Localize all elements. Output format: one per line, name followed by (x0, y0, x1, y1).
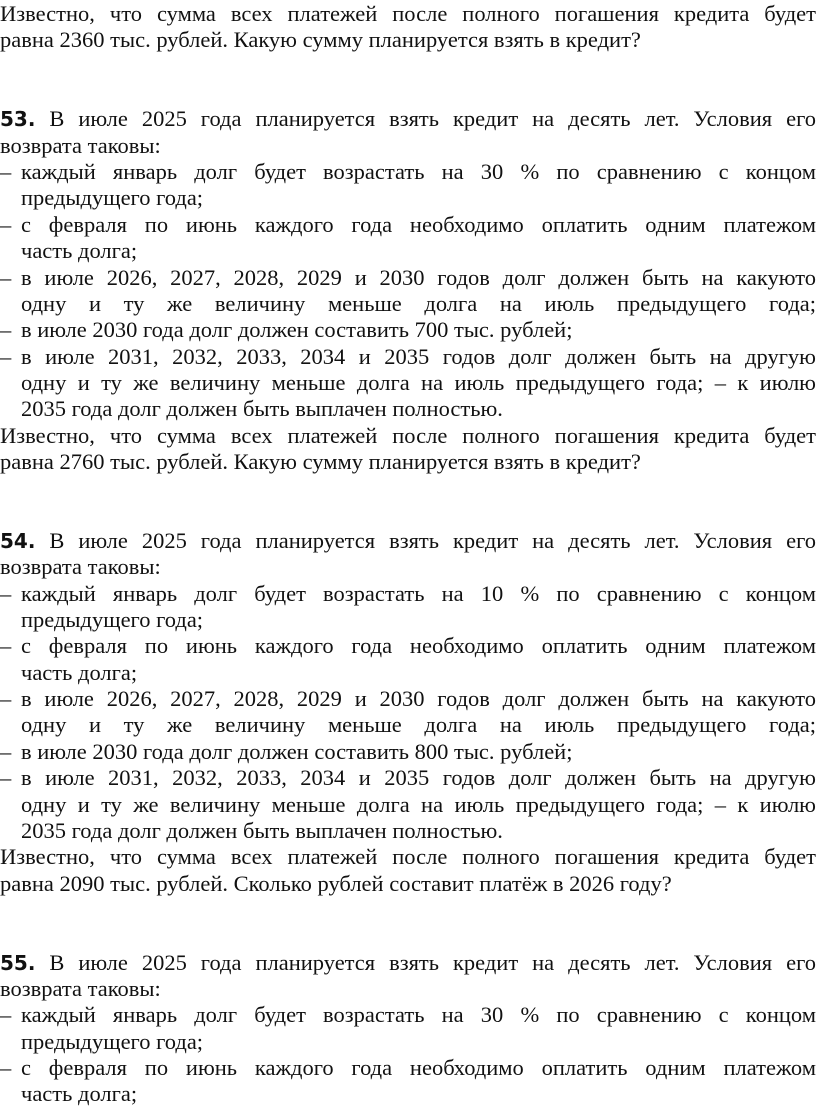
problem-number: 55. (0, 950, 36, 975)
condition-item: в июле 2031, 2032, 2033, 2034 и 2035 годов долг должен быть на другую (21, 343, 816, 369)
line-text: возврата таковы: (0, 132, 161, 158)
line-text: Известно, что сумма всех платежей после полного погашения кредита будет (0, 422, 816, 448)
problem-54-line (0, 554, 816, 580)
dash-bullet: – (0, 264, 12, 290)
problem-53-line (0, 265, 816, 291)
problem-53-line (0, 396, 816, 422)
line-text: возврата таковы: (0, 975, 161, 1001)
dash-bullet: – (0, 580, 12, 606)
line-text: равна 2090 тыс. рублей. Сколько рублей составит платёж в 2026 году? (0, 870, 672, 896)
problem-55-line (0, 1055, 816, 1081)
problem-54-line (0, 528, 816, 554)
line-text: возврата таковы: (0, 554, 161, 580)
intro-line (0, 1, 816, 27)
line-text: предыдущего года; (21, 607, 204, 633)
problem-54-line (0, 633, 816, 659)
line-text: предыдущего года; (21, 1028, 204, 1054)
line-text: предыдущего года; (21, 185, 204, 211)
dash-bullet: – (0, 159, 12, 185)
condition-item: каждый январь долг будет возрастать на 10 % по сравнению с концом (21, 580, 816, 606)
line-text: Известно, что сумма всех платежей после полного погашения кредита будет (0, 1, 816, 26)
problem-53-line (0, 449, 816, 475)
problem-55-line (0, 1029, 816, 1055)
condition-item: в июле 2026, 2027, 2028, 2029 и 2030 годов долг должен быть на какуюто (21, 264, 816, 290)
problem-55-line (0, 1002, 816, 1028)
condition-item: в июле 2030 года долг должен составить 800 тыс. рублей; (21, 738, 573, 764)
problem-55-line (0, 976, 816, 1002)
problem-54-line (0, 686, 816, 712)
problem-53-line (0, 344, 816, 370)
condition-item: в июле 2031, 2032, 2033, 2034 и 2035 годов долг должен быть на другую (21, 765, 816, 791)
condition-item: каждый январь долг будет возрастать на 30 % по сравнению с концом (21, 1002, 816, 1028)
line-text: В июле 2025 года планируется взять кредит на десять лет. Условия его (49, 106, 816, 132)
condition-item: с февраля по июнь каждого года необходимо оплатить одним платежом (21, 633, 816, 659)
dash-bullet: – (0, 765, 12, 791)
problem-53-line (0, 291, 816, 317)
problem-54-line (0, 765, 816, 791)
line-text: одну и ту же величину меньше долга на июль предыдущего года; – к июлю (21, 791, 816, 817)
problem-53-line (0, 159, 816, 185)
intro-line (0, 27, 816, 53)
dash-bullet: – (0, 343, 12, 369)
problem-54-line (0, 792, 816, 818)
condition-item: в июле 2026, 2027, 2028, 2029 и 2030 годов долг должен быть на какуюто (21, 686, 816, 712)
dash-bullet: – (0, 633, 12, 659)
dash-bullet: – (0, 1002, 12, 1028)
line-text: равна 2760 тыс. рублей. Какую сумму планируется взять в кредит? (0, 448, 641, 474)
dash-bullet: – (0, 1055, 12, 1080)
line-text: часть долга; (21, 238, 138, 264)
problem-54-line (0, 660, 816, 686)
problem-55-line (0, 950, 816, 976)
line-text: В июле 2025 года планируется взять кредит на десять лет. Условия его (49, 528, 816, 553)
problem-55-line (0, 1081, 816, 1107)
problem-54-line (0, 818, 816, 844)
condition-item: каждый январь долг будет возрастать на 30 % по сравнению с концом (21, 159, 816, 185)
line-text: 2035 года долг должен быть выплачен полностью. (21, 817, 503, 843)
problem-54-line (0, 712, 816, 738)
line-text: часть долга; (21, 1081, 138, 1107)
line-text: равна 2360 тыс. рублей. Какую сумму планируется взять в кредит? (0, 27, 641, 53)
problem-54-line (0, 871, 816, 897)
line-text: одну и ту же величину меньше долга на июль предыдущего года; – к июлю (21, 369, 816, 395)
problem-53-line (0, 133, 816, 159)
dash-bullet: – (0, 317, 12, 343)
problem-53-line (0, 317, 816, 343)
condition-item: с февраля по июнь каждого года необходимо оплатить одним платежом (21, 211, 816, 237)
line-text: часть долга; (21, 659, 138, 685)
problem-53-line (0, 106, 816, 132)
line-text: 2035 года долг должен быть выплачен полностью. (21, 396, 503, 422)
line-text: В июле 2025 года планируется взять кредит на десять лет. Условия его (49, 949, 816, 975)
line-text: одну и ту же величину меньше долга на июль предыдущего года; (21, 712, 816, 738)
problem-53-line (0, 238, 816, 264)
problem-53-line (0, 185, 816, 211)
problem-53-line (0, 212, 816, 238)
line-text: одну и ту же величину меньше долга на июль предыдущего года; (21, 290, 816, 316)
problem-54-line (0, 739, 816, 765)
problem-number: 53. (0, 107, 36, 132)
dash-bullet: – (0, 211, 12, 237)
condition-item: с февраля по июнь каждого года необходимо оплатить одним платежом (21, 1055, 816, 1080)
problem-number: 54. (0, 529, 36, 553)
problem-54-line (0, 607, 816, 633)
problem-53-line (0, 370, 816, 396)
dash-bullet: – (0, 738, 12, 764)
problem-54-line (0, 581, 816, 607)
problem-53-line (0, 423, 816, 449)
problem-54-line (0, 844, 816, 870)
dash-bullet: – (0, 686, 12, 712)
condition-item: в июле 2030 года долг должен составить 700 тыс. рублей; (21, 317, 573, 343)
line-text: Известно, что сумма всех платежей после полного погашения кредита будет (0, 844, 816, 870)
